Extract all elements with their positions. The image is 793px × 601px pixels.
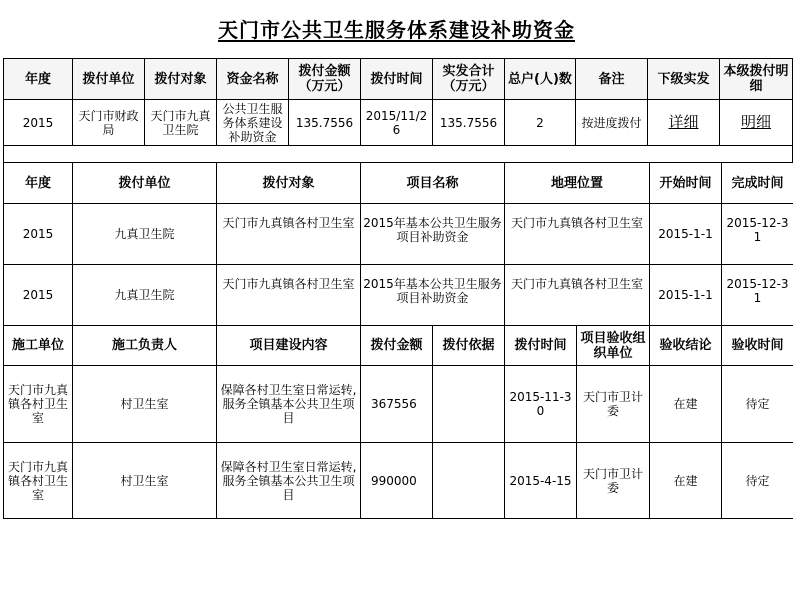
cell-project: 2015年基本公共卫生服务项目补助资金	[361, 265, 505, 326]
page-title	[0, 0, 793, 56]
cell-target: 天门市九真镇各村卫生室	[217, 204, 361, 265]
project-table	[3, 162, 793, 326]
cell-manager: 村卫生室	[73, 443, 217, 519]
header-start: 开始时间	[650, 163, 722, 204]
construction-table	[3, 325, 793, 519]
header-unit: 拨付单位	[73, 163, 217, 204]
cell-unit: 九真卫生院	[73, 204, 217, 265]
header-accept-time: 验收时间	[722, 326, 793, 366]
header-detail: 本级拨付明细	[720, 59, 793, 100]
cell-manager: 村卫生室	[73, 366, 217, 443]
cell-year: 2015	[4, 265, 73, 326]
sub-detail-link[interactable]: 详细	[668, 113, 699, 131]
cell-project: 2015年基本公共卫生服务项目补助资金	[361, 204, 505, 265]
header-year: 年度	[4, 163, 73, 204]
cell-date: 2015-4-15	[505, 443, 577, 519]
cell-households: 2	[505, 100, 576, 146]
header-content: 项目建设内容	[217, 326, 361, 366]
cell-contractor: 天门市九真镇各村卫生室	[4, 443, 73, 519]
header-target: 拨付对象	[145, 59, 217, 100]
cell-contractor: 天门市九真镇各村卫生室	[4, 366, 73, 443]
header-target: 拨付对象	[217, 163, 361, 204]
header-actual-total: 实发合计（万元）	[433, 59, 505, 100]
cell-date: 2015-11-30	[505, 366, 577, 443]
cell-location: 天门市九真镇各村卫生室	[505, 265, 650, 326]
cell-fund-name: 公共卫生服务体系建设补助资金	[217, 100, 289, 146]
cell-content: 保障各村卫生室日常运转,服务全镇基本公共卫生项目	[217, 443, 361, 519]
cell-note: 按进度拨付	[576, 100, 648, 146]
spacer-row	[3, 145, 793, 162]
cell-year: 2015	[4, 204, 73, 265]
header-amount: 拨付金额（万元）	[289, 59, 361, 100]
header-year: 年度	[4, 59, 73, 100]
cell-target: 天门市九真卫生院	[145, 100, 217, 146]
header-fund-name: 资金名称	[217, 59, 289, 100]
cell-amount: 367556	[361, 366, 433, 443]
cell-actual-total: 135.7556	[433, 100, 505, 146]
cell-org: 天门市卫计委	[577, 366, 650, 443]
cell-unit: 天门市财政局	[73, 100, 145, 146]
header-manager: 施工负责人	[73, 326, 217, 366]
header-basis: 拨付依据	[433, 326, 505, 366]
header-contractor: 施工单位	[4, 326, 73, 366]
cell-conclusion: 在建	[650, 443, 722, 519]
header-sub-actual: 下级实发	[648, 59, 720, 100]
cell-detail	[720, 100, 793, 146]
header-amount: 拨付金额	[361, 326, 433, 366]
header-conclusion: 验收结论	[650, 326, 722, 366]
header-end: 完成时间	[722, 163, 793, 204]
cell-conclusion: 在建	[650, 366, 722, 443]
cell-end: 2015-12-31	[722, 204, 793, 265]
header-note: 备注	[576, 59, 648, 100]
summary-header-row	[4, 59, 793, 100]
cell-year: 2015	[4, 100, 73, 146]
project-row	[4, 204, 793, 265]
header-location: 地理位置	[505, 163, 650, 204]
project-header-row	[4, 163, 793, 204]
page-title-text: 天门市公共卫生服务体系建设补助资金	[218, 17, 575, 42]
cell-date: 2015/11/26	[361, 100, 433, 146]
cell-amount: 990000	[361, 443, 433, 519]
cell-accept-time: 待定	[722, 443, 793, 519]
construction-row	[4, 366, 793, 443]
construction-row	[4, 443, 793, 519]
cell-accept-time: 待定	[722, 366, 793, 443]
detail-link[interactable]: 明细	[740, 113, 771, 131]
cell-amount: 135.7556	[289, 100, 361, 146]
summary-table	[3, 58, 793, 146]
header-date: 拨付时间	[505, 326, 577, 366]
cell-end: 2015-12-31	[722, 265, 793, 326]
header-date: 拨付时间	[361, 59, 433, 100]
cell-unit: 九真卫生院	[73, 265, 217, 326]
cell-org: 天门市卫计委	[577, 443, 650, 519]
header-org: 项目验收组织单位	[577, 326, 650, 366]
cell-start: 2015-1-1	[650, 204, 722, 265]
cell-start: 2015-1-1	[650, 265, 722, 326]
cell-location: 天门市九真镇各村卫生室	[505, 204, 650, 265]
header-unit: 拨付单位	[73, 59, 145, 100]
cell-content: 保障各村卫生室日常运转,服务全镇基本公共卫生项目	[217, 366, 361, 443]
cell-basis	[433, 366, 505, 443]
summary-row	[4, 100, 793, 146]
header-households: 总户(人)数	[505, 59, 576, 100]
cell-target: 天门市九真镇各村卫生室	[217, 265, 361, 326]
header-project: 项目名称	[361, 163, 505, 204]
project-row	[4, 265, 793, 326]
construction-header-row	[4, 326, 793, 366]
cell-sub-detail	[648, 100, 720, 146]
cell-basis	[433, 443, 505, 519]
